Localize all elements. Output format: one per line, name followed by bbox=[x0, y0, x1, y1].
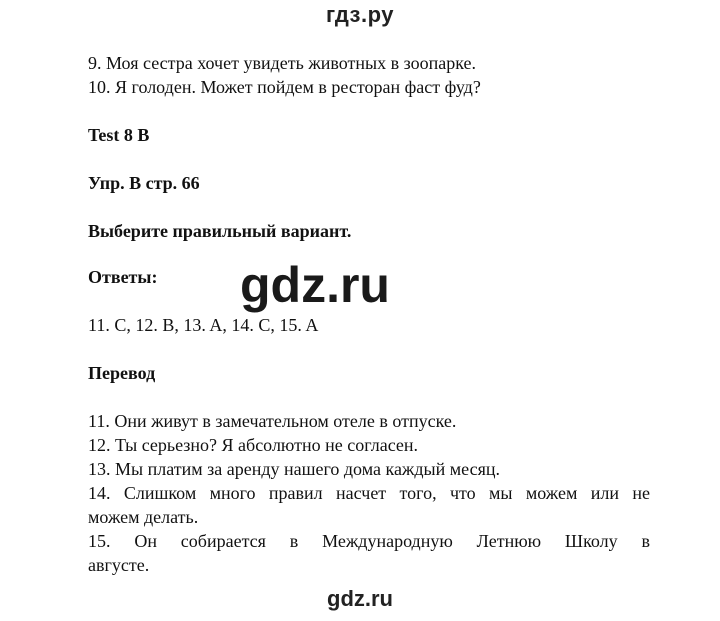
translation-15-line2: августе. bbox=[88, 555, 150, 575]
test-title: Test 8 B bbox=[88, 125, 150, 145]
answers-label: Ответы: bbox=[88, 267, 158, 287]
translation-15-line1: 15. Он собирается в Международную Летнюю Школу в bbox=[88, 531, 650, 551]
translation-11: 11. Они живут в замечательном отеле в отпуске. bbox=[88, 411, 457, 431]
exercise-title: Упр. B стр. 66 bbox=[88, 173, 200, 193]
translation-label: Перевод bbox=[88, 363, 156, 383]
answers-list: 11. C, 12. B, 13. A, 14. C, 15. A bbox=[88, 315, 319, 335]
watermark-bottom: gdz.ru bbox=[327, 586, 393, 611]
sentence-10: 10. Я голоден. Может пойдем в ресторан фаст фуд? bbox=[88, 77, 481, 97]
translation-12: 12. Ты серьезно? Я абсолютно не согласен. bbox=[88, 435, 419, 455]
watermark-middle: gdz.ru bbox=[240, 257, 390, 313]
sentence-9: 9. Моя сестра хочет увидеть животных в зоопарке. bbox=[88, 53, 477, 73]
site-header-watermark: гдз.ру bbox=[326, 2, 394, 27]
translation-14-line2: можем делать. bbox=[88, 507, 199, 527]
translation-13: 13. Мы платим за аренду нашего дома каждый месяц. bbox=[88, 459, 500, 479]
instruction: Выберите правильный вариант. bbox=[88, 221, 352, 241]
translation-14-line1: 14. Слишком много правил насчет того, что мы можем или не bbox=[88, 483, 650, 503]
